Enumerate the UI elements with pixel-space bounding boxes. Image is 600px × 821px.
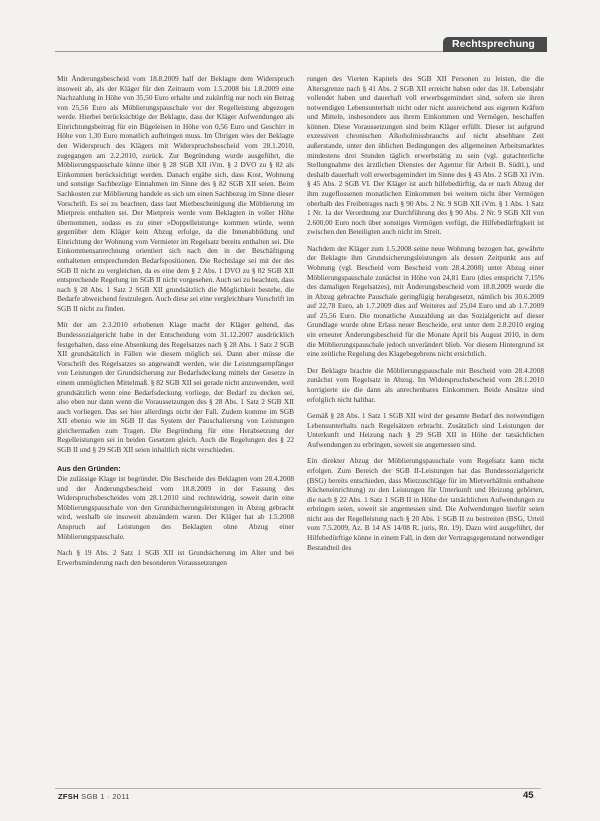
left-column: [57, 74, 294, 574]
paragraph: Nachdem der Kläger zum 1.5.2008 seine neue Wohnung bezogen hat, gewährte der Beklagte ihm Grundsicherungsleistungen als dessen Zeitpunkt aus auf Wohnung (vgl. Bescheid vom Bescheid vom 28.4.2008) unter Abzug einer Möblierungspauschale zunächst in Höhe von 24,81 Euro (dies entspricht 7,15% des damaligen Regelsatzes), mit Änderungsbescheid vom 18.8.2009 wurde die in Abzug gebrachte Pauschale geringfügig herabgesetzt, nämlich bis 30.6.2009 auf 22,78 Euro, ab 1.7.2009 dies auf Weiteres auf 25,04 Euro und ab 1.7.2009 auf 25,56 Euro. Die monatliche Auszahlung an das Sozialgericht auf dieser Grundlage wurde ohne Erlass neuer Bescheide, erst unter dem 2.8.2010 erging ein erneuter Änderungsbescheid für die Monate April bis August 2010, in dem die Möblierungspauschale jedoch unverändert blieb. Vor diesem Hintergrund ist eine zeitliche Regelung des Klagebegehrens nicht ersichtlich.: [307, 243, 544, 359]
paragraph: Nach § 19 Abs. 2 Satz 1 SGB XII ist Grundsicherung im Alter und bei Erwerbsminderung nach den besonderen Voraussetzungen: [57, 548, 294, 567]
paragraph: Die zulässige Klage ist begründet. Die Bescheide des Beklagten vom 28.4.2008 und der Änderungsbescheid vom 18.8.2009 in der Fassung des Widerspruchsbescheides vom 28.1.2010 sind rechtswidrig, soweit darin eine Möblierungspauschale von den Grundsicherungsleistungen in Abzug gebracht wird, weshalb sie insoweit abzuändern waren. Der Kläger hat ab 1.5.2008 Anspruch auf Leistungen des Beklagten ohne Abzug einer Möblierungspauschale.: [57, 474, 294, 541]
paragraph: Mit Änderungsbescheid vom 18.8.2009 half der Beklagte dem Widerspruch insoweit ab, als der Kläger für den Zeitraum vom 1.5.2008 bis 1.8.2009 eine Nachzahlung in Höhe von 35,50 Euro erhalte und zukünftig nur noch ein Betrag von 25,56 Euro als Möblierungspauschale vor der Regelleistung abgezogen werde. Hierbei berücksichtige der Beklagte, dass der Kläger Aufwendungen als Einrichtungsbeitrag für ein Bügeleisen in Höhe von 0,56 Euro und Geschirr in Höhe von 1,30 Euro monatlich aufbringen muss. Im Übrigen wies der Beklagte den Widerspruch des Klägers mit Widerspruchsbescheid vom 28.1.2010, zugegangen am 2.2.2010, zurück. Zur Begründung wurde ausgeführt, die Möblierungspauschale könne über § 28 SGB XII iVm. § 2 DVO zu § 82 als Einkommen berücksichtigt werden. Danach ergäbe sich, dass Kost, Wohnung und sonstige Sachbezüge Einnahmen im Sinne des § 82 SGB XII seien. Beim Sachkosten zur Möblierung handele es sich um einen Sachbezug im Sinne dieser Vorschrift. Es sei zu beachten, dass laut Mietbescheinigung die Möblierung im Mietpreis enthalten sei. Der Mietpreis werde vom Beklagten in voller Höhe übernommen, sodass es zu einer »Doppelleistung« kommen würde, wenn gegenüber dem Kläger kein Abzug erfolge, da die Innenabbildung und Einrichtung der Wohnung vom Vermieter im Regelsatz bereits enthalten sei. Die Einkommensanrechnung orientiert sich nach den in der Beschäftigung enthaltenen entsprechenden Bedarfspositionen. Die Rechtslage sei mit der des SGB II nicht zu vergleichen, da es eine dem § 2 Abs. 1 DVO zu § 82 SGB XII entsprechende Regelung im SGB II nicht vorgesehen. Auch sei zu beachten, dass nach § 28 Abs. 1 Satz 2 SGB XII grundsätzlich die Möglichkeit bestehe, die Bedarfe abweichend festzulegen. Auch diese sei eine vergleichbare Vorschrift im SGB II nicht zu finden.: [57, 74, 294, 313]
footer-journal: [58, 792, 130, 801]
section-heading: Aus den Gründen:: [57, 463, 121, 473]
paragraph: rungen des Vierten Kapitels des SGB XII Personen zu leisten, die die Altersgrenze nach § 41 Abs. 2 SGB XII erreicht haben oder das 18. Lebensjahr vollendet haben und dauerhaft voll erwerbsgemindert sind, sofern sie ihren notwendigen Lebensunterhalt nicht oder nicht ausreichend aus eigenen Kräften und Mitteln, insbesondere aus ihrem Einkommen und Vermögen, beschaffen können. Diese Voraussetzungen sind beim Kläger erfüllt. Dieser ist aufgrund exzessiven chronischen Alkoholmissbrauchs auf nicht absehbare Zeit außerstande, unter den üblichen Bedingungen des allgemeinen Arbeitsmarktes mindestens drei Stunden täglich erwerbstätig zu sein (vgl. gutachterliche Stellungnahme des ärztlichen Dienstes der Agentur für Arbeit B. Südtl.), und deshalb dauerhaft voll erwerbsgemindert im Sinne des § 43 Abs. 2 SGB XI iVm. § 45 Abs. 2 SGB VI. Der Kläger ist auch hilfebedürftig, da er nach Abzug der ihm zugeflossenen monatlichen Einkommen bei weitem nicht über Vermögen oberhalb des Freibetrages nach § 90 Abs. 2 Nr. 9 SGB XII iVm. § 1 Abs. 1 Satz 1 Nr. 1a der Verordnung zur Durchführung des § 90 Abs. 2 Nr. 9 SGB XII von 2.600,00 Euro noch über sonstiges Vermögen verfügt, die Hilfebedürftigkeit ist zwischen den Beteiligten auch nicht im Streit.: [307, 74, 544, 237]
section-label: Rechtsprechung: [443, 37, 547, 52]
paragraph: Ein direkter Abzug der Möblierungspauschale vom Regelsatz kann nicht erfolgen. Zum Bereich der SGB II-Leistungen hat das Bundessozialgericht (BSG) bereits entschieden, dass Mietzuschläge für im Mietverhältnis enthaltene Kücheneinrichtung) zu den Leistungen für Unterkunft und Heizung gehörten, die nach § 22 Abs. 1 Satz 1 SGB II in Höhe der tatsächlichen Aufwendungen zu erbringen seien, soweit sie angemessen sind. Die Aufwendungen hierfür seien nicht aus der Regelleistung nach § 20 Abs. 1 SGB II zu bestreiten (BSG, Urteil vom 7.5.2009, Az. B 14 AS 14/08 R, juris, Rn. 19). Dazu wird ausgeführt, der Hilfebedürftige könne in einem Fall, in dem der Vertragsgegenstand notwendiger Bestandteil des: [307, 456, 544, 552]
page-number: 45: [523, 790, 534, 801]
paragraph: Gemäß § 28 Abs. 1 Satz 1 SGB XII wird der gesamte Bedarf des notwendigen Lebensunterhalts nach Regelsätzen erbracht. Zusätzlich sind Leistungen der Unterkunft und Heizung nach § 29 SGB XII in Höhe der tatsächlichen Aufwendungen zu erbringen, soweit sie angemessen sind.: [307, 411, 544, 449]
journal-name: ZFSH: [58, 792, 79, 801]
paragraph: Der Beklagte brachte die Möblierungspauschale mit Bescheid vom 28.4.2008 zunächst vom Regelsatz in Abzug. Im Widerspruchsbescheid vom 28.1.2010 korrigierte sie die dann als anrechenbares Einkommen. Beide Ansätze sind erfolglich nicht haltbar.: [307, 365, 544, 404]
footer-rule: [55, 788, 541, 789]
paragraph: Mit der am 2.3.2010 erhobenen Klage macht der Kläger geltend, das Bundessozialgericht habe in der Entscheidung vom 31.12.2007 ausdrücklich festgehalten, dass eine Absenkung des Regelsatzes nach § 28 Abs. 1 Satz 2 SGB XII grundsätzlich in Fällen wie diesem möglich sei. Dann aber müsse die Vorschrift des Regelsatzes so angewandt werden, wie die Leistungsempfänger von Leistungen der Grundsicherung zur Bedarfsdeckung mittels der Gesetze in einem unmöglichen Mittelmaß. § 82 SGB XII sei gerade nicht anzuwenden, weil grundsätzlich wenn eine Bedarfsdeckung vorliege, der Bedarf zu decken sei, also eben nur dann wenn die Voraussetzungen des § 28 Abs. 1 Satz 2 SGB XII auch vorliegen. Das sei hier allerdings nicht der Fall. Zudem komme im SGB XII ebenso wie im SGB II das System der Pauschalierung von Leistungen gleichermaßen zum Tragen. Die Begründung für eine Herabsetzung der Regelleistungen sei in beiden Gesetzen gleich. Auch die Regelungen des § 22 SGB II und § 29 SGB XII seien inhaltlich nicht verschieden.: [57, 320, 294, 454]
right-column: [307, 74, 544, 559]
journal-issue: SGB 1 · 2011: [81, 792, 130, 801]
